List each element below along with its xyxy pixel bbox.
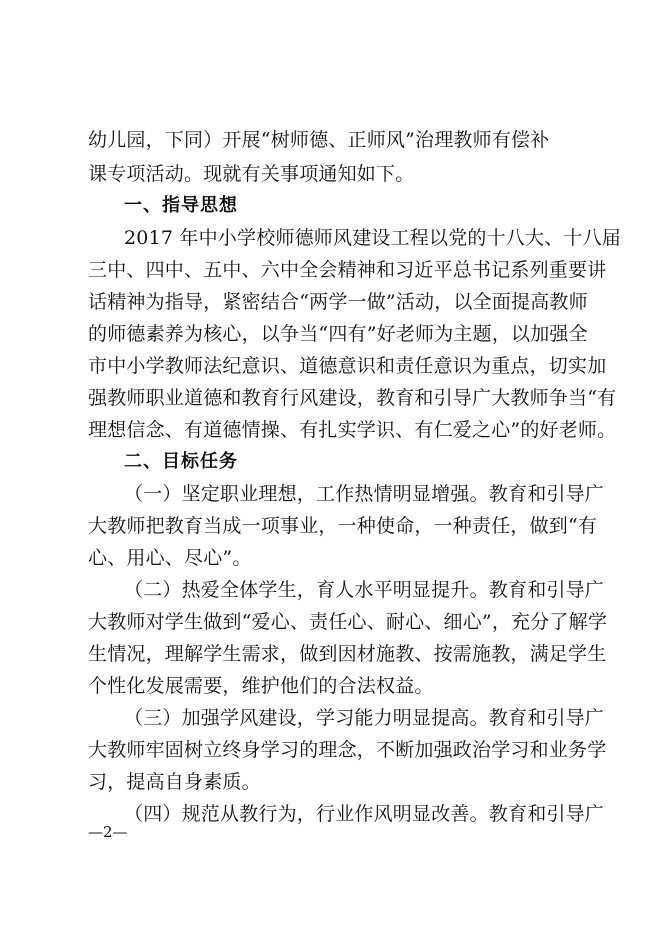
section-heading-guiding-thought: 一、指导思想: [124, 195, 238, 216]
paragraph-line: 幼儿园，下同）开展“树师德、正师风”治理教师有偿补: [88, 129, 550, 151]
paragraph-line: 心、用心、尽心”。: [88, 547, 252, 569]
paragraph-line: 的师德素养为核心，以争当“四有”好老师为主题，以加强全: [88, 323, 588, 345]
paragraph-line: 大教师牢固树立终身学习的理念，不断加强政治学习和业务学: [88, 739, 607, 761]
paragraph-line: 习，提高自身素质。: [88, 771, 261, 793]
paragraph-line: 理想信念、有道德情操、有扎实学识、有仁爱之心”的好老师。: [88, 419, 617, 441]
section-heading-goals: 二、目标任务: [124, 451, 238, 472]
paragraph-line: 市中小学教师法纪意识、道德意识和责任意识为重点，切实加: [88, 355, 607, 377]
paragraph-line: 大教师对学生做到“爱心、责任心、耐心、细心”，充分了解学: [88, 611, 608, 633]
paragraph-line: 大教师把教育当成一项事业，一种使命，一种责任，做到“有: [88, 515, 598, 537]
paragraph-line: 生情况，理解学生需求，做到因材施教、按需施教，满足学生: [88, 643, 607, 665]
paragraph-line: 话精神为指导，紧密结合“两学一做”活动，以全面提高教师: [88, 291, 588, 313]
paragraph-line: 个性化发展需要，维护他们的合法权益。: [88, 675, 434, 697]
paragraph-line: 课专项活动。现就有关事项通知如下。: [88, 163, 415, 185]
paragraph-line: （三）加强学风建设，学习能力明显提高。教育和引导广: [124, 707, 605, 729]
paragraph-line: 三中、四中、五中、六中全会精神和习近平总书记系列重要讲: [88, 259, 607, 281]
paragraph-line: （四）规范从教行为，行业作风明显改善。教育和引导广: [124, 803, 605, 825]
page-number: —2—: [88, 823, 128, 841]
paragraph-line: 2017 年中小学校师德师风建设工程以党的十八大、十八届: [124, 227, 621, 249]
paragraph-line: （一）坚定职业理想，工作热情明显增强。教育和引导广: [124, 483, 605, 505]
paragraph-line: （二）热爱全体学生，育人水平明显提升。教育和引导广: [124, 579, 605, 601]
paragraph-line: 强教师职业道德和教育行风建设，教育和引导广大教师争当“有: [88, 387, 617, 409]
